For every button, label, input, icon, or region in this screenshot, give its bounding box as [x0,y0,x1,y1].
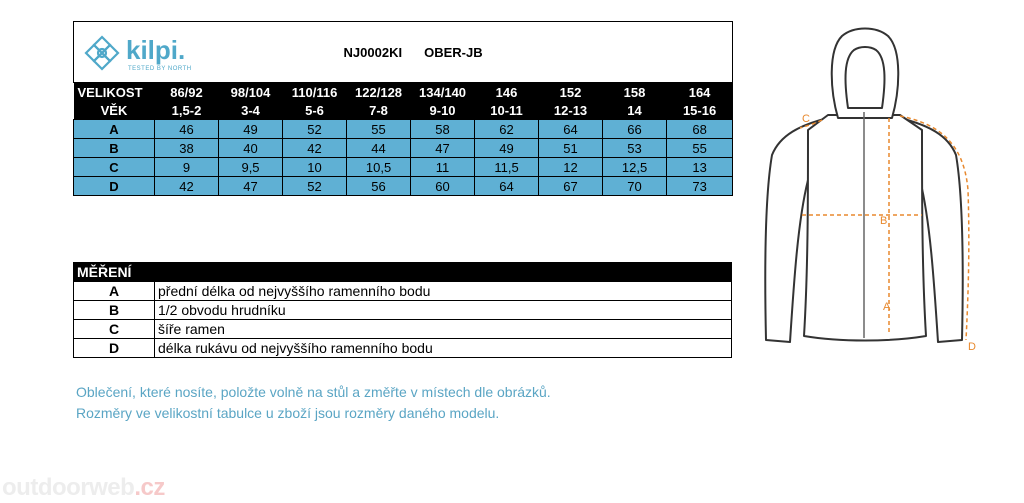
value-cell: 53 [603,139,667,158]
legend-key: B [74,301,155,320]
brand-tagline: TESTED BY NORTH [128,66,192,72]
legend-desc: 1/2 obvodu hrudníku [155,301,732,320]
value-cell: 56 [347,177,411,196]
size-label: VELIKOST [74,83,155,102]
size-cell: 110/116 [283,83,347,102]
legend-row [74,320,732,339]
size-cell: 158 [603,83,667,102]
value-cell: 40 [219,139,283,158]
measure-row-d [74,177,733,196]
legend-header: MĚŘENÍ [74,263,155,282]
value-cell: 55 [347,120,411,139]
value-cell: 11,5 [475,158,539,177]
value-cell: 12 [539,158,603,177]
value-cell: 38 [155,139,219,158]
age-label: VĚK [74,101,155,120]
value-cell: 9 [155,158,219,177]
value-cell: 66 [603,120,667,139]
watermark-main: outdoorweb [2,474,135,501]
value-cell: 11 [411,158,475,177]
instruction-note: Rozměry ve velikostní tabulce u zboží jsou rozměry daného modelu. [76,405,500,421]
size-cell: 86/92 [155,83,219,102]
legend-desc: přední délka od nejvyššího ramenního bodu [155,282,732,301]
diagram-label-c: C [802,113,810,125]
size-row [74,83,733,102]
legend-key: A [74,282,155,301]
age-cell: 1,5-2 [155,101,219,120]
legend-row [74,301,732,320]
age-cell: 12-13 [539,101,603,120]
value-cell: 42 [155,177,219,196]
value-cell: 42 [283,139,347,158]
table-header-row [74,22,733,83]
value-cell: 47 [219,177,283,196]
measure-row-c [74,158,733,177]
value-cell: 12,5 [603,158,667,177]
value-cell: 10,5 [347,158,411,177]
legend-desc: šíře ramen [155,320,732,339]
legend-row [74,282,732,301]
value-cell: 10 [283,158,347,177]
value-cell: 47 [411,139,475,158]
value-cell: 46 [155,120,219,139]
age-cell: 14 [603,101,667,120]
value-cell: 55 [667,139,733,158]
value-cell: 49 [475,139,539,158]
row-key: B [74,139,155,158]
value-cell: 67 [539,177,603,196]
watermark [2,474,165,502]
size-cell: 146 [475,83,539,102]
product-title [283,22,733,83]
jacket-measurement-diagram [750,20,990,365]
size-cell: 164 [667,83,733,102]
diagram-label-b: B [880,215,888,227]
value-cell: 64 [475,177,539,196]
value-cell: 58 [411,120,475,139]
measurement-legend-table [73,262,732,358]
size-table [73,21,733,196]
size-cell: 122/128 [347,83,411,102]
age-cell: 5-6 [283,101,347,120]
diagram-label-a: A [883,301,891,313]
value-cell: 64 [539,120,603,139]
age-cell: 9-10 [411,101,475,120]
value-cell: 70 [603,177,667,196]
instruction-note: Oblečení, které nosíte, položte volně na stůl a změřte v místech dle obrázků. [76,384,551,400]
size-cell: 98/104 [219,83,283,102]
value-cell: 51 [539,139,603,158]
size-cell: 152 [539,83,603,102]
product-name: OBER-JB [424,44,483,60]
row-key: C [74,158,155,177]
kilpi-knot-icon [80,31,124,75]
value-cell: 60 [411,177,475,196]
brand-logo [80,31,200,75]
legend-key: C [74,320,155,339]
size-cell: 134/140 [411,83,475,102]
row-key: A [74,120,155,139]
measure-row-a [74,120,733,139]
legend-header-row [74,263,732,282]
value-cell: 44 [347,139,411,158]
measure-row-b [74,139,733,158]
jacket-body-outline [804,115,926,341]
age-cell: 15-16 [667,101,733,120]
age-row [74,101,733,120]
value-cell: 73 [667,177,733,196]
brand-name: kilpi. [126,35,186,65]
diagram-label-d: D [968,341,976,353]
value-cell: 52 [283,120,347,139]
age-cell: 3-4 [219,101,283,120]
age-cell: 7-8 [347,101,411,120]
age-cell: 10-11 [475,101,539,120]
value-cell: 49 [219,120,283,139]
legend-row [74,339,732,358]
legend-desc: délka rukávu od nejvyššího ramenního bodu [155,339,732,358]
hood-outline [832,29,899,119]
value-cell: 52 [283,177,347,196]
value-cell: 68 [667,120,733,139]
value-cell: 13 [667,158,733,177]
legend-key: D [74,339,155,358]
watermark-suffix: .cz [134,474,165,501]
brand-logo-cell [74,22,283,83]
value-cell: 62 [475,120,539,139]
product-code: NJ0002KI [343,44,403,60]
row-key: D [74,177,155,196]
value-cell: 9,5 [219,158,283,177]
